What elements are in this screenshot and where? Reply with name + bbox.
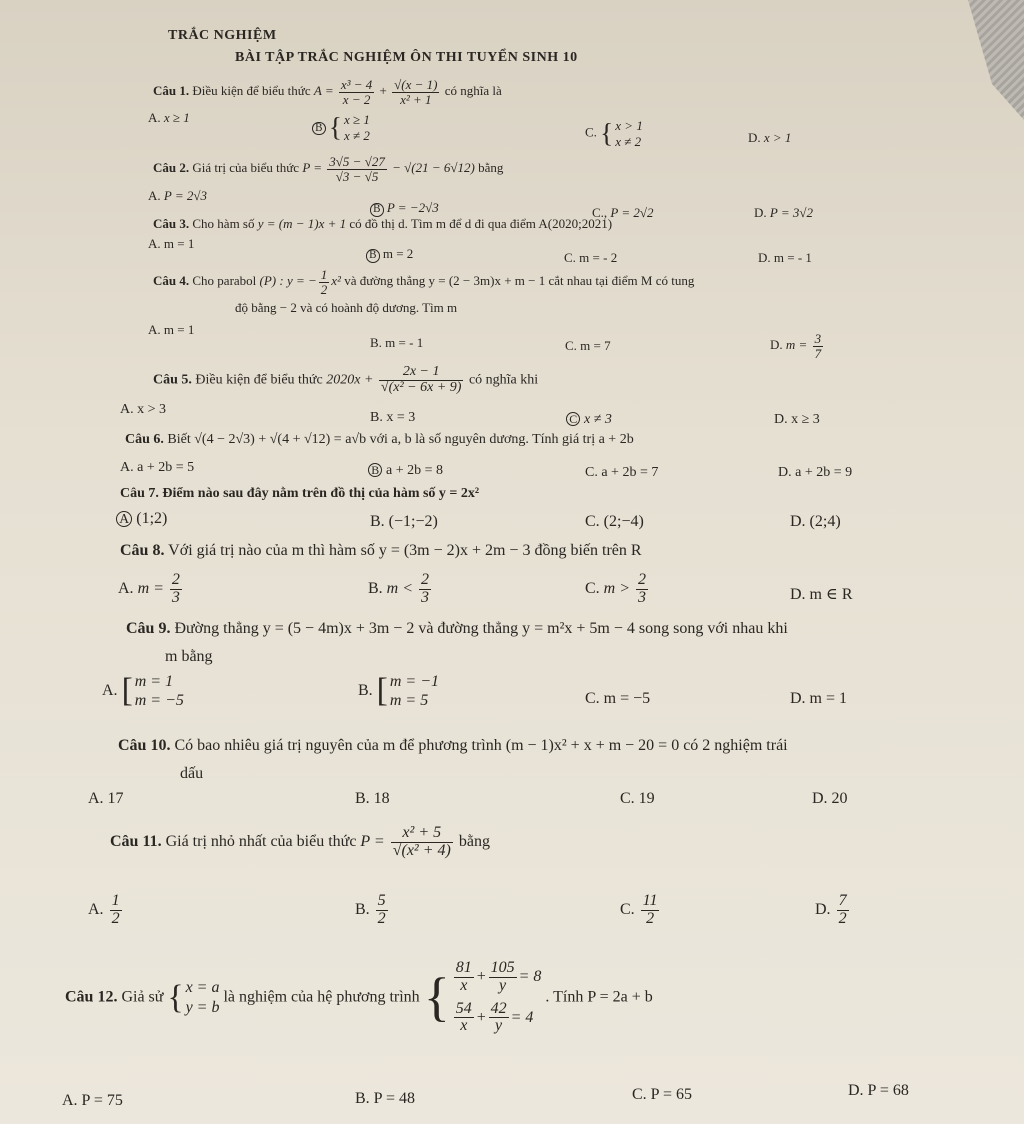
q3-option-b[interactable]: B m = 2 [366,246,413,263]
q1-option-d[interactable]: D. x > 1 [748,130,792,145]
q3-option-c[interactable]: C. m = - 2 [564,250,618,265]
q12-option-a[interactable]: A. P = 75 [62,1092,123,1109]
q1-option-a[interactable]: A. x ≥ 1 [148,110,190,125]
q8-option-b[interactable]: B. m < $\frac{2}{3}$ [368,571,430,606]
q6-option-d[interactable]: D. a + 2b = 9 [778,465,853,480]
question-10-cont: dấu [180,765,204,782]
q3-option-d[interactable]: D. m = - 1 [758,250,812,265]
q5-option-c[interactable]: C x ≠ 3 [566,412,612,428]
q7-option-a[interactable]: A (1;2) [116,510,167,528]
answer-circle-icon: A [116,511,132,527]
q2-option-c[interactable]: C., P = 2√2 [592,205,654,220]
q1-option-c[interactable]: C. { x > 1 x ≠ 2 [585,117,643,149]
q11-option-d[interactable]: D. $\frac{7}{2}$ [815,892,847,927]
q11-option-a[interactable]: A. $\frac{1}{2}$ [88,892,120,927]
q8-option-a[interactable]: A. m = $\frac{2}{3}$ [118,571,180,606]
question-10: Câu 10. Có bao nhiêu giá trị nguyên của m để phương trình (m − 1)x² + x + m − 20 = 0 có 2 nghiệm trái [118,737,788,754]
q4-option-a[interactable]: A. m = 1 [148,322,195,337]
question-3: Câu 3. Cho hàm số y = (m − 1)x + 1 có đồ thị d. Tìm m để d đi qua điểm A(2020;2021) [153,216,613,231]
q2-option-b[interactable]: B P = −2√3 [370,200,439,217]
q8-option-c[interactable]: C. m > $\frac{2}{3}$ [585,571,647,606]
q5-option-d[interactable]: D. x ≥ 3 [774,412,820,427]
q12-option-d[interactable]: D. P = 68 [848,1082,909,1099]
question-12: Câu 12. Giả sử { x = a y = b là nghiệm của hệ phương trình { $\frac{81}{x}$ + $\frac{105}{y}$ = 8 $\frac{54}{x}$ + $\frac{42}{y}$ = 4 . Tính P = 2a + b [65,959,653,1035]
q4-option-d[interactable]: D. m = $\frac{3}{7}$ [770,331,822,361]
q9-option-d[interactable]: D. m = 1 [790,690,848,707]
q3-option-a[interactable]: A. m = 1 [148,236,195,251]
q9-option-b[interactable]: B. [ m = −1 m = 5 [358,672,440,710]
question-5: Câu 5. Điều kiện để biểu thức 2020x + $\frac{2x - 1}{\text{√(x² − 6x + 9)}}$ có nghĩa khi [153,364,539,395]
q7-option-c[interactable]: C. (2;−4) [585,513,644,530]
q9-option-c[interactable]: C. m = −5 [585,690,651,707]
question-9: Câu 9. Đường thẳng y = (5 − 4m)x + 3m − 2 và đường thẳng y = m²x + 5m − 4 song song với nhau khi [126,620,788,637]
q2-option-a[interactable]: A. P = 2√3 [148,188,208,203]
q2-option-d[interactable]: D. P = 3√2 [754,205,814,220]
answer-circle-icon: B [368,463,382,477]
question-2: Câu 2. Giá trị của biểu thức P = $\frac{3√5 - √27}{√3 - √5}$ − √(21 − 6√12) bằng [153,154,504,184]
q5-option-b[interactable]: B. x = 3 [370,410,416,425]
page-title: BÀI TẬP TRẮC NGHIỆM ÔN THI TUYỂN SINH 10 [235,50,578,65]
q7-option-d[interactable]: D. (2;4) [790,513,841,530]
question-1: Câu 1. Điều kiện để biểu thức A = $\frac{\text{x³ − 4}}{x - 2}$ + $\frac{√(x - 1)}{\text{x² + 1}}$ có nghĩa là [153,77,502,107]
q10-option-c[interactable]: C. 19 [620,790,655,807]
section-label: TRẮC NGHIỆM [168,28,277,43]
question-11: Câu 11. Giá trị nhỏ nhất của biểu thức P = $\frac{\text{x² + 5}}{\text{√(x² + 4)}}$ bằng [110,824,490,859]
q7-option-b[interactable]: B. (−1;−2) [370,513,438,530]
question-4-cont: độ bằng − 2 và có hoành độ dương. Tìm m [235,300,458,315]
question-7: Câu 7. Điểm nào sau đây nằm trên đồ thị của hàm số y = 2x² [120,486,480,501]
q8-option-d[interactable]: D. m ∈ R [790,586,853,603]
q12-option-b[interactable]: B. P = 48 [355,1090,415,1107]
q9-option-a[interactable]: A. [ m = 1 m = −5 [102,672,184,710]
q4-option-c[interactable]: C. m = 7 [565,338,611,353]
q11-option-b[interactable]: B. $\frac{5}{2}$ [355,892,386,927]
q6-option-a[interactable]: A. a + 2b = 5 [120,460,195,475]
question-6: Câu 6. Biết √(4 − 2√3) + √(4 + √12) = a√b với a, b là số nguyên dương. Tính giá trị a + 2b [125,432,634,447]
q6-option-c[interactable]: C. a + 2b = 7 [585,465,659,480]
answer-circle-icon: B [370,203,384,217]
q10-option-a[interactable]: A. 17 [88,790,124,807]
q4-option-b[interactable]: B. m = - 1 [370,335,424,350]
question-9-cont: m bằng [165,648,213,665]
answer-circle-icon: B [366,249,380,263]
question-4: Câu 4. Cho parabol (P) : y = − $\frac{1}{2}$ x² và đường thẳng y = (2 − 3m)x + m − 1 cắt nhau tại điểm M có tung [153,267,695,297]
answer-circle-icon: C [566,412,580,426]
q1-option-b[interactable]: B { x ≥ 1 x ≠ 2 [312,112,370,143]
q12-option-c[interactable]: C. P = 65 [632,1086,692,1103]
answer-circle-icon: B [312,122,326,136]
q10-option-b[interactable]: B. 18 [355,790,390,807]
q5-option-a[interactable]: A. x > 3 [120,402,167,417]
question-8: Câu 8. Với giá trị nào của m thì hàm số y = (3m − 2)x + 2m − 3 đồng biến trên R [120,542,642,559]
q10-option-d[interactable]: D. 20 [812,790,848,807]
q11-option-c[interactable]: C. $\frac{11}{2}$ [620,892,658,927]
q6-option-b[interactable]: B a + 2b = 8 [368,463,443,479]
